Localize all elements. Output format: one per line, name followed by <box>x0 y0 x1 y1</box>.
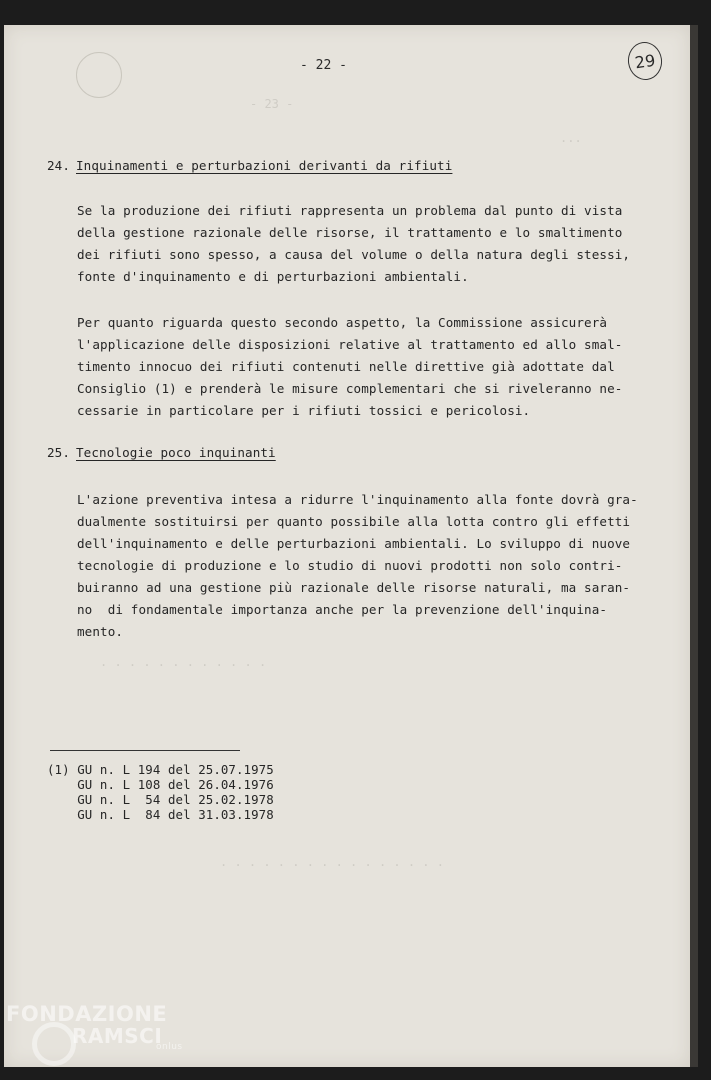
section-heading <box>47 155 452 177</box>
text-line: mento. <box>77 624 124 639</box>
paragraph <box>77 312 622 422</box>
footnote-separator <box>50 750 240 751</box>
binder-edge <box>690 25 698 1067</box>
bleed-through-text: . . . . . . . . . . . . . . . . <box>220 855 444 869</box>
section-number: 25. <box>47 445 71 460</box>
text-line: buiranno ad una gestione più razionale delle risorse naturali, ma saran- <box>77 580 631 595</box>
footnote-line: (1) GU n. L 194 del 25.07.1975 <box>47 762 274 777</box>
footnotes <box>47 762 274 822</box>
text-line: L'azione preventiva intesa a ridurre l'inquinamento alla fonte dovrà gra- <box>77 492 638 507</box>
section-number: 24. <box>47 158 71 173</box>
section-title: Inquinamenti e perturbazioni derivanti da rifiuti <box>76 158 453 173</box>
section-heading <box>47 442 276 464</box>
text-line: Consiglio (1) e prenderà le misure complementari che si riveleranno ne- <box>77 381 623 396</box>
text-line: Se la produzione dei rifiuti rappresenta un problema dal punto di vista <box>77 203 623 218</box>
watermark-line: onlus <box>156 1042 183 1052</box>
watermark-line: FONDAZIONE <box>6 1002 168 1026</box>
text-line: no di fondamentale importanza anche per la prevenzione dell'inquina- <box>77 602 608 617</box>
paragraph <box>77 489 638 643</box>
text-line: della gestione razionale delle risorse, il trattamento e lo smaltimento <box>77 225 623 240</box>
bleed-through-text: ... <box>560 131 582 145</box>
page-number: - 22 - <box>300 58 347 73</box>
punch-hole-mark <box>76 52 122 98</box>
text-line: timento innocuo dei rifiuti contenuti nelle direttive già adottate dal <box>77 359 615 374</box>
section-title: Tecnologie poco inquinanti <box>76 445 276 460</box>
text-line: dell'inquinamento e delle perturbazioni ambientali. Lo sviluppo di nuove <box>77 536 631 551</box>
watermark-g-logo-icon <box>32 1022 76 1066</box>
footnote-line: GU n. L 108 del 26.04.1976 <box>47 777 274 792</box>
watermark-line: RAMSCI <box>72 1024 163 1048</box>
text-line: dei rifiuti sono spesso, a causa del volume o della natura degli stessi, <box>77 247 631 262</box>
footnote-line: GU n. L 54 del 25.02.1978 <box>47 792 274 807</box>
text-line: fonte d'inquinamento e di perturbazioni ambientali. <box>77 269 469 284</box>
text-line: dualmente sostituirsi per quanto possibile alla lotta contro gli effetti <box>77 514 631 529</box>
archive-page-stamp: 29 <box>626 40 665 82</box>
footnote-line: GU n. L 84 del 31.03.1978 <box>47 807 274 822</box>
bleed-through-text: - 23 - <box>250 97 294 111</box>
paragraph <box>77 200 630 288</box>
text-line: l'applicazione delle disposizioni relative al trattamento ed allo smal- <box>77 337 623 352</box>
text-line: Per quanto riguarda questo secondo aspetto, la Commissione assicurerà <box>77 315 608 330</box>
bleed-through-text: . . . . . . . . . . . . <box>100 655 267 669</box>
text-line: cessarie in particolare per i rifiuti tossici e pericolosi. <box>77 403 531 418</box>
archive-watermark <box>6 1002 183 1052</box>
text-line: tecnologie di produzione e lo studio di nuovi prodotti non solo contri- <box>77 558 623 573</box>
